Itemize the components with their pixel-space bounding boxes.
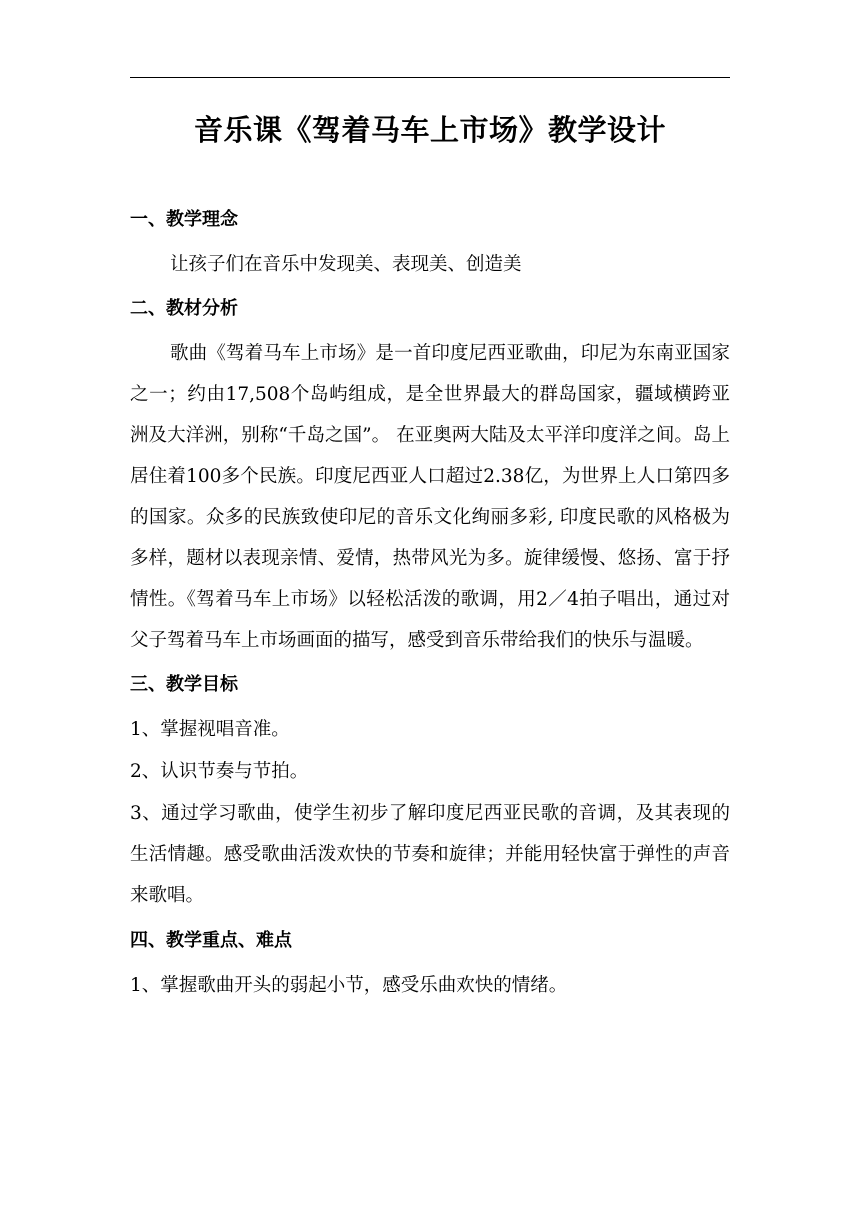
header-rule xyxy=(130,77,730,78)
teaching-goal-item: 2、认识节奏与节拍。 xyxy=(130,761,309,782)
document-title: 音乐课《驾着马车上市场》教学设计 xyxy=(193,113,666,147)
section-heading-key-points: 四、教学重点、难点 xyxy=(130,930,292,951)
material-analysis-paragraph: 歌曲《驾着马车上市场》是一首印度尼西亚歌曲，印尼为东南亚国家之一；约由17,508个岛屿组成，是全世界最大的群岛国家，疆域横跨亚洲及大洋洲，别称“千岛之国”。 在亚奥两大陆及太平洋印度洋之间。岛上居住着100多个民族。印度尼西亚人口超过2.38亿，为世界上人口第四多的国家。众多的民族致使印尼的音乐文化绚丽多彩, 印度民歌的风格极为多样，题材以表现亲情、爱情，热带风光为多。旋律缓慢、悠扬、富于抒情性。《驾着马车上市场》以轻松活泼的歌调，用2／4拍子唱出，通过对父子驾着马车上市场画面的描写，感受到音乐带给我们的快乐与温暖。 xyxy=(130,343,730,651)
section-heading-material-analysis: 二、教材分析 xyxy=(130,298,238,319)
teaching-goal-item: 1、掌握视唱音准。 xyxy=(130,719,290,740)
teaching-goal-item: 3、通过学习歌曲，使学生初步了解印度尼西亚民歌的音调，及其表现的生活情趣。感受歌曲活泼欢快的节奏和旋律；并能用轻快富于弹性的声音来歌唱。 xyxy=(130,803,730,906)
section-heading-teaching-goals: 三、教学目标 xyxy=(130,674,238,695)
document-body xyxy=(130,196,730,1007)
teaching-philosophy-paragraph: 让孩子们在音乐中发现美、表现美、创造美 xyxy=(170,254,522,275)
key-point-item: 1、掌握歌曲开头的弱起小节，感受乐曲欢快的情绪。 xyxy=(130,975,568,996)
section-heading-teaching-philosophy: 一、教学理念 xyxy=(130,209,238,230)
